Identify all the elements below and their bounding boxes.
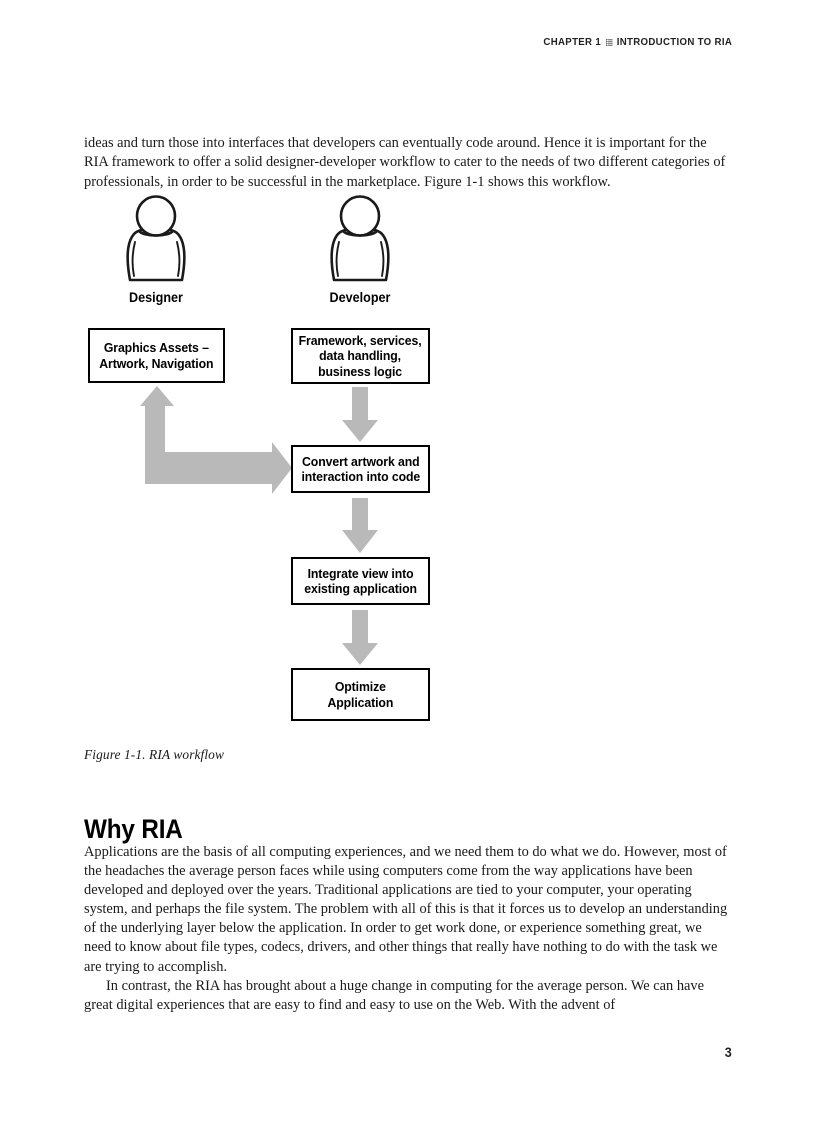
box-convert-line2: interaction into code — [301, 469, 420, 484]
box-framework-services[interactable] — [291, 328, 430, 384]
designer-label: Designer — [129, 289, 183, 305]
box-integrate-line1: Integrate view into — [307, 565, 414, 581]
halftone-square-icon — [606, 39, 612, 46]
developer-label: Developer — [329, 289, 391, 305]
box-convert-line1: Convert artwork and — [301, 453, 420, 469]
page-heading-why-ria: Why RIA — [84, 814, 183, 845]
section-body-why-ria — [84, 843, 732, 1015]
down-arrow-icon — [342, 498, 378, 553]
elbow-arrow-icon — [140, 386, 292, 494]
running-head-title: INTRODUCTION TO RIA — [616, 36, 732, 48]
box-framework-line3: business logic — [318, 363, 403, 379]
box-integrate-line2: existing application — [304, 581, 417, 596]
box-convert-artwork[interactable] — [291, 445, 430, 493]
box-framework-line1: Framework, services, — [299, 332, 422, 348]
page-number: 3 — [724, 1044, 732, 1060]
designer-person-icon — [118, 196, 194, 282]
box-optimize-application[interactable] — [291, 668, 430, 721]
box-framework-line2: data handling, — [319, 348, 402, 364]
paragraph-why-ria-1: Applications are the basis of all computing experiences, and we need them to do what we do. However, most of the headaches the average person faces while using computers come from the way applications have been developed and deployed over the years. Traditional applications are tied to your computer, your operating system, and perhaps the file system. The problem with all of this is that it forces us to develop an understanding of the underlying layer below the application. In order to get work done, or experience something great, we need to know about file types, codecs, drivers, and other things that really have nothing to do with the task we are trying to accomplish. — [84, 844, 728, 975]
box-graphics-line2: Artwork, Navigation — [99, 355, 214, 371]
developer-person-icon — [322, 196, 398, 282]
box-graphics-line1: Graphics Assets – — [103, 340, 209, 356]
box-optimize-line2: Application — [327, 694, 394, 710]
down-arrow-icon — [342, 387, 378, 442]
box-integrate-view[interactable] — [291, 557, 430, 605]
down-arrow-icon — [342, 610, 378, 665]
paragraph-intro: ideas and turn those into interfaces that developers can eventually code around. Hence it is important for the RIA framework to offer a solid designer-developer workflow to cater to the needs of two different categories of professionals, in order to be successful in the marketplace. Figure 1-1 shows this workflow. — [84, 135, 726, 190]
box-optimize-line1: Optimize — [334, 679, 387, 695]
running-head-chapter: CHAPTER 1 — [543, 36, 601, 48]
running-head — [543, 36, 732, 48]
figure-caption: Figure 1-1. RIA workflow — [84, 747, 225, 762]
box-graphics-assets[interactable] — [88, 328, 225, 383]
paragraph-why-ria-2: In contrast, the RIA has brought about a huge change in computing for the average person. We can have great digital experiences that are easy to find and easy to use on the Web. With the advent of — [84, 977, 704, 1013]
